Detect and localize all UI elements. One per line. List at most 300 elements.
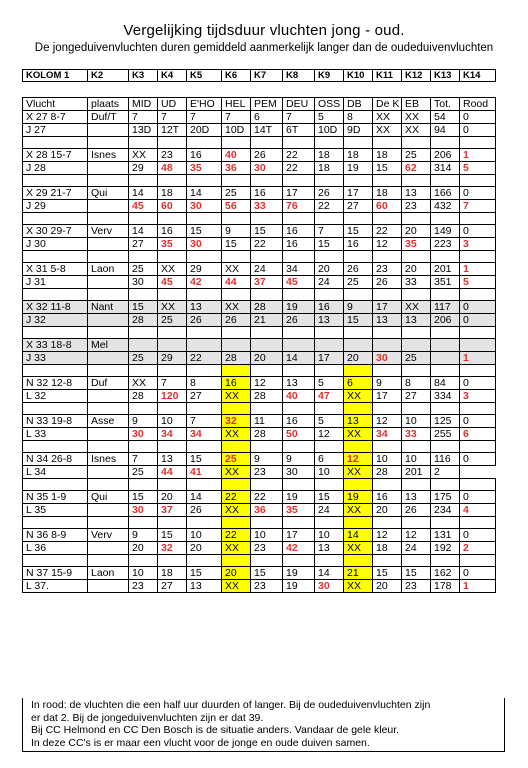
table-cell (222, 339, 251, 352)
table-cell: N 33 19-8 (23, 415, 88, 428)
table-cell: 60 (373, 200, 402, 213)
table-cell: XX (222, 580, 251, 593)
spacer-cell (222, 479, 251, 491)
spacer-cell (431, 365, 460, 377)
spacer-cell (222, 517, 251, 529)
table-cell: 54 (431, 111, 460, 124)
table-cell: XX (344, 390, 373, 403)
table-cell: 13 (315, 314, 344, 327)
table-cell: Qui (88, 491, 129, 504)
table-cell: 8 (402, 377, 431, 390)
table-cell: 14 (344, 529, 373, 542)
spacer-cell (402, 479, 431, 491)
spacer-cell (315, 289, 344, 301)
table-cell: 25 (402, 149, 431, 162)
table-cell: 30 (187, 200, 222, 213)
spacer-cell (283, 555, 315, 567)
table-row (23, 542, 496, 555)
table-cell: 30 (187, 238, 222, 251)
table-cell: XX (402, 124, 431, 137)
column-header-cell: UD (158, 98, 187, 111)
spacer-cell (283, 441, 315, 453)
spacer-cell (251, 441, 283, 453)
table-cell: 12 (373, 415, 402, 428)
table-cell: 12 (402, 529, 431, 542)
table-cell: 6 (251, 111, 283, 124)
spacer-cell (23, 289, 88, 301)
table-row (23, 428, 496, 441)
table-cell: 21 (344, 567, 373, 580)
spacer-cell (431, 289, 460, 301)
table-cell: 7 (187, 111, 222, 124)
table-cell: 25 (129, 263, 158, 276)
table-cell: J 31 (23, 276, 88, 289)
table-cell: 18 (315, 149, 344, 162)
spacer-cell (373, 213, 402, 225)
table-cell: 10 (402, 415, 431, 428)
spacer-cell (88, 441, 129, 453)
spacer-cell (158, 175, 187, 187)
table-cell: 29 (158, 352, 187, 365)
table-cell: 15 (222, 238, 251, 251)
table-cell: 36 (251, 504, 283, 517)
table-cell: Duf (88, 377, 129, 390)
kolom-header-cell: K13 (431, 70, 460, 82)
spacer-cell (283, 365, 315, 377)
spacer-cell (251, 175, 283, 187)
table-cell: 41 (187, 466, 222, 479)
spacer-cell (23, 479, 88, 491)
table-cell: Laon (88, 567, 129, 580)
table-cell: 16 (222, 377, 251, 390)
spacer-cell (222, 555, 251, 567)
spacer-cell (187, 479, 222, 491)
table-body (23, 111, 496, 593)
table-cell: 23 (251, 542, 283, 555)
table-cell: 40 (283, 390, 315, 403)
spacer-cell (460, 175, 496, 187)
table-cell: 9 (344, 301, 373, 314)
table-cell: 7 (158, 111, 187, 124)
page-subtitle: De jongeduivenvluchten duren gemiddeld aanmerkelijk langer dan de oudeduivenvluchten (34, 42, 494, 54)
table-cell (88, 314, 129, 327)
table-cell: 56 (222, 200, 251, 213)
table-cell: 10 (315, 529, 344, 542)
column-header-cell: E'HO (187, 98, 222, 111)
table-cell: XX (222, 428, 251, 441)
spacer-cell (222, 289, 251, 301)
table-cell: 17 (283, 187, 315, 200)
table-cell: 1 (460, 352, 496, 365)
table-cell (344, 339, 373, 352)
spacer-cell (23, 175, 88, 187)
table-cell (431, 352, 460, 365)
table-cell: 9 (283, 453, 315, 466)
table-cell: Isnes (88, 149, 129, 162)
spacer-cell (315, 137, 344, 149)
table-cell: 23 (158, 149, 187, 162)
table-cell: 27 (187, 390, 222, 403)
spacer-cell (460, 517, 496, 529)
spacer-cell (23, 327, 88, 339)
kolom-header-cell: K5 (187, 70, 222, 82)
table-cell: 18 (315, 162, 344, 175)
table-cell: 25 (129, 352, 158, 365)
spacer-cell (373, 365, 402, 377)
table-cell: 27 (344, 200, 373, 213)
kolom-header-cell: K14 (460, 70, 496, 82)
kolom-header-cell: K11 (373, 70, 402, 82)
column-header-cell: Tot. (431, 98, 460, 111)
table-cell: 36 (222, 162, 251, 175)
spacer-cell (129, 327, 158, 339)
table-cell: J 30 (23, 238, 88, 251)
spacer-cell (23, 403, 88, 415)
table-cell: XX (373, 124, 402, 137)
table-cell: L 34 (23, 466, 88, 479)
table-cell: 20 (158, 491, 187, 504)
table-cell: 13 (402, 491, 431, 504)
table-row (23, 263, 496, 276)
spacer-cell (251, 289, 283, 301)
spacer-cell (402, 365, 431, 377)
table-cell: 17 (344, 187, 373, 200)
spacer-cell (88, 327, 129, 339)
table-cell: 10 (373, 453, 402, 466)
table-cell: 15 (187, 567, 222, 580)
table-cell: 32 (222, 415, 251, 428)
table-cell: 33 (402, 428, 431, 441)
spacer-cell (344, 251, 373, 263)
spacer-cell (129, 479, 158, 491)
table-cell: 15 (158, 529, 187, 542)
spacer-cell (315, 479, 344, 491)
kolom-header-table (22, 69, 496, 82)
table-cell: XX (344, 504, 373, 517)
spacer-cell (158, 517, 187, 529)
table-cell: 13D (129, 124, 158, 137)
spacer-row (23, 517, 496, 529)
spacer-cell (187, 327, 222, 339)
spacer-cell (251, 365, 283, 377)
table-cell: XX (222, 466, 251, 479)
table-cell: 35 (187, 162, 222, 175)
table-cell: 22 (373, 225, 402, 238)
table-cell: 10 (251, 529, 283, 542)
spacer-cell (88, 175, 129, 187)
spacer-cell (158, 251, 187, 263)
table-cell: 117 (431, 301, 460, 314)
table-cell: 5 (315, 111, 344, 124)
spacer-row (23, 251, 496, 263)
table-cell: 9 (373, 377, 402, 390)
table-cell: 30 (129, 276, 158, 289)
table-cell: 25 (222, 453, 251, 466)
table-cell: XX (222, 301, 251, 314)
table-cell: 27 (402, 390, 431, 403)
table-cell: 7 (129, 453, 158, 466)
table-cell: 15 (315, 238, 344, 251)
spacer-cell (431, 441, 460, 453)
table-cell: 201 (402, 466, 431, 479)
table-cell: 26 (222, 314, 251, 327)
table-cell: 30 (129, 428, 158, 441)
table-cell: 17 (315, 352, 344, 365)
table-cell (431, 339, 460, 352)
table-cell: 45 (129, 200, 158, 213)
table-cell: L 35 (23, 504, 88, 517)
spacer-cell (460, 213, 496, 225)
spacer-cell (402, 289, 431, 301)
table-cell: XX (158, 301, 187, 314)
table-row (23, 124, 496, 137)
spacer-cell (283, 517, 315, 529)
spacer-cell (283, 289, 315, 301)
table-row (23, 415, 496, 428)
table-cell: 30 (373, 352, 402, 365)
table-cell: 15 (373, 567, 402, 580)
spacer-cell (431, 137, 460, 149)
table-cell: 32 (158, 542, 187, 555)
table-cell: L 32 (23, 390, 88, 403)
spacer-cell (283, 175, 315, 187)
table-cell: 15 (129, 301, 158, 314)
column-header-cell: EB (402, 98, 431, 111)
table-cell: 13 (344, 415, 373, 428)
table-cell (373, 339, 402, 352)
table-cell: 2 (431, 466, 460, 479)
column-header-cell: DEU (283, 98, 315, 111)
table-cell: 76 (283, 200, 315, 213)
table-cell (88, 352, 129, 365)
spacer-cell (129, 441, 158, 453)
spacer-cell (222, 213, 251, 225)
spacer-cell (251, 403, 283, 415)
spacer-cell (460, 479, 496, 491)
spacer-row (23, 175, 496, 187)
table-cell (315, 339, 344, 352)
table-cell: 24 (315, 276, 344, 289)
table-row (23, 466, 496, 479)
table-cell: 9 (222, 225, 251, 238)
table-row (23, 377, 496, 390)
kolom-header-cell: K4 (158, 70, 187, 82)
spacer-cell (187, 289, 222, 301)
table-cell: 26 (251, 149, 283, 162)
spacer-cell (373, 479, 402, 491)
table-cell: 42 (187, 276, 222, 289)
table-cell: L 36 (23, 542, 88, 555)
table-cell: 20 (222, 567, 251, 580)
spacer-cell (315, 403, 344, 415)
spacer-cell (344, 479, 373, 491)
table-cell: 15 (315, 491, 344, 504)
table-cell: XX (344, 542, 373, 555)
table-cell: 16 (187, 149, 222, 162)
table-cell: 2 (460, 542, 496, 555)
table-cell: 206 (431, 314, 460, 327)
spacer-cell (344, 441, 373, 453)
table-cell: XX (158, 263, 187, 276)
spacer-cell (187, 555, 222, 567)
table-cell: 9 (251, 453, 283, 466)
table-cell: Verv (88, 225, 129, 238)
table-cell: 0 (460, 124, 496, 137)
spacer-cell (315, 365, 344, 377)
table-cell: 22 (222, 491, 251, 504)
spacer-row (23, 555, 496, 567)
table-cell: 15 (187, 225, 222, 238)
table-cell: 34 (283, 263, 315, 276)
column-header-cell: DB (344, 98, 373, 111)
table-cell: 28 (129, 390, 158, 403)
spacer-row (23, 327, 496, 339)
table-cell: 14 (129, 187, 158, 200)
table-cell: 20 (402, 225, 431, 238)
table-cell: 94 (431, 124, 460, 137)
column-header-cell: Rood (460, 98, 496, 111)
column-header-cell: OSS (315, 98, 344, 111)
table-cell: 7 (460, 200, 496, 213)
table-cell: 7 (222, 111, 251, 124)
table-cell: 23 (251, 466, 283, 479)
table-cell: 17 (373, 301, 402, 314)
table-cell: 13 (373, 314, 402, 327)
table-cell: 16 (373, 491, 402, 504)
table-cell: 12 (315, 428, 344, 441)
kolom-header-cell: K2 (88, 70, 129, 82)
spacer-cell (187, 175, 222, 187)
spacer-cell (460, 327, 496, 339)
table-cell: 6T (283, 124, 315, 137)
table-cell: XX (222, 504, 251, 517)
spacer-cell (158, 137, 187, 149)
table-cell: 16 (251, 187, 283, 200)
table-cell: 334 (431, 390, 460, 403)
table-cell: 192 (431, 542, 460, 555)
table-cell: XX (129, 377, 158, 390)
table-cell: 29 (187, 263, 222, 276)
kolom-header-cell: K3 (129, 70, 158, 82)
kolom-header-cell: K8 (283, 70, 315, 82)
spacer-cell (222, 365, 251, 377)
table-cell: 20 (315, 263, 344, 276)
flight-duration-table (22, 97, 496, 593)
table-cell: 15 (251, 225, 283, 238)
table-cell: 19 (283, 567, 315, 580)
kolom-header-cell: K9 (315, 70, 344, 82)
spacer-cell (283, 137, 315, 149)
spacer-cell (251, 327, 283, 339)
spacer-cell (158, 479, 187, 491)
table-cell: 14 (315, 567, 344, 580)
spacer-cell (460, 289, 496, 301)
table-cell: 6 (315, 453, 344, 466)
table-row (23, 238, 496, 251)
table-cell: 178 (431, 580, 460, 593)
spacer-cell (251, 137, 283, 149)
table-cell (88, 238, 129, 251)
table-cell: J 27 (23, 124, 88, 137)
table-cell: 8 (187, 377, 222, 390)
table-row (23, 225, 496, 238)
table-cell: 10 (402, 453, 431, 466)
table-cell: 23 (402, 200, 431, 213)
table-cell: 0 (460, 415, 496, 428)
table-cell: 22 (222, 529, 251, 542)
table-cell: Mel (88, 339, 129, 352)
spacer-cell (460, 403, 496, 415)
spacer-cell (402, 403, 431, 415)
spacer-cell (129, 137, 158, 149)
table-cell: 28 (373, 466, 402, 479)
table-cell: XX (402, 301, 431, 314)
table-row (23, 200, 496, 213)
table-cell: 5 (460, 276, 496, 289)
spacer-cell (344, 137, 373, 149)
table-cell (88, 466, 129, 479)
table-cell: 15 (129, 491, 158, 504)
table-cell: 25 (222, 187, 251, 200)
table-cell: 20 (402, 263, 431, 276)
table-cell: N 34 26-8 (23, 453, 88, 466)
spacer-cell (431, 175, 460, 187)
table-cell: 29 (129, 162, 158, 175)
table-cell: 18 (158, 187, 187, 200)
spacer-cell (315, 327, 344, 339)
table-cell: 15 (344, 225, 373, 238)
table-cell: 223 (431, 238, 460, 251)
table-cell: 16 (158, 225, 187, 238)
spacer-cell (431, 251, 460, 263)
table-cell (88, 428, 129, 441)
table-cell: 175 (431, 491, 460, 504)
table-cell: 20 (129, 542, 158, 555)
table-row (23, 301, 496, 314)
spacer-cell (158, 213, 187, 225)
spacer-cell (88, 213, 129, 225)
spacer-cell (222, 403, 251, 415)
spacer-cell (158, 555, 187, 567)
table-cell: 14 (187, 491, 222, 504)
table-cell: 7 (129, 111, 158, 124)
table-cell: 18 (158, 567, 187, 580)
spacer-cell (460, 251, 496, 263)
table-cell: 18 (373, 149, 402, 162)
table-cell: 125 (431, 415, 460, 428)
table-row (23, 339, 496, 352)
table-cell: 9 (129, 415, 158, 428)
spacer-cell (129, 213, 158, 225)
table-cell: 30 (251, 162, 283, 175)
table-cell: X 31 5-8 (23, 263, 88, 276)
spacer-cell (23, 441, 88, 453)
table-cell: 26 (187, 314, 222, 327)
table-cell (88, 504, 129, 517)
table-cell: 351 (431, 276, 460, 289)
table-cell: 18 (373, 542, 402, 555)
table-cell: X 27 8-7 (23, 111, 88, 124)
spacer-cell (431, 213, 460, 225)
table-cell: 50 (283, 428, 315, 441)
table-cell: 162 (431, 567, 460, 580)
table-cell: 16 (344, 238, 373, 251)
spacer-cell (88, 251, 129, 263)
table-cell: 15 (344, 314, 373, 327)
spacer-cell (373, 289, 402, 301)
table-cell: 116 (431, 453, 460, 466)
table-cell: 166 (431, 187, 460, 200)
